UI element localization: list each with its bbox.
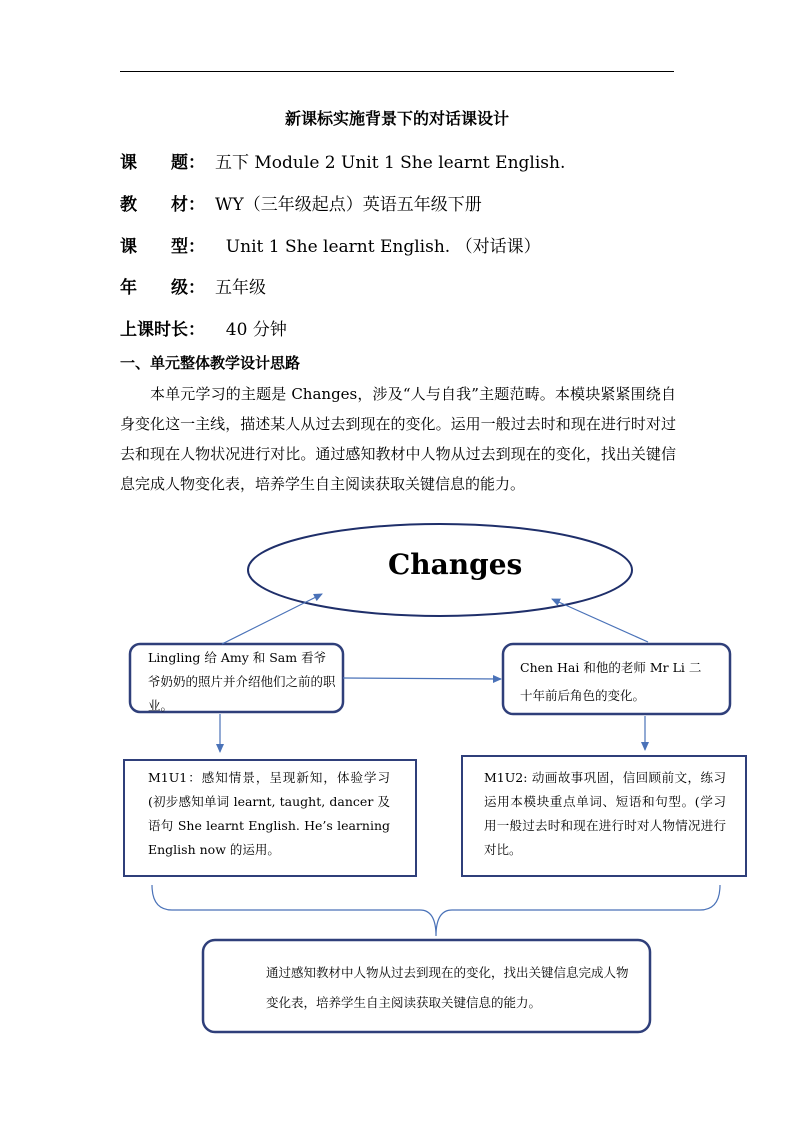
curly-brace [152, 885, 720, 936]
arrow-right-to-changes [552, 599, 648, 642]
field-lesson-type-value: Unit 1 She learnt English. （对话课） [215, 237, 541, 257]
arrow-left-to-changes [222, 594, 322, 644]
summary-box: 通过感知教材中人物从过去到现在的变化，找出关键信息完成人物变化表，培养学生自主阅读获取关键信息的能力。 [266, 965, 629, 1010]
field-grade-value: 五年级 [215, 278, 266, 298]
left-bottom-box: M1U1：感知情景，呈现新知，体验学习(初步感知单词 learnt, taught, dancer 及语句 She learnt English. He’s learning English now 的运用。 [148, 770, 390, 857]
field-textbook-value: WY（三年级起点）英语五年级下册 [215, 195, 482, 215]
field-lesson-type-label: 课 型： [120, 237, 205, 257]
field-topic-value: 五下 Module 2 Unit 1 She learnt English. [215, 153, 566, 173]
field-duration-value: 40 分钟 [215, 320, 287, 340]
section-heading: 一、单元整体教学设计思路 [120, 354, 301, 372]
field-topic-label: 课 题： [120, 153, 205, 173]
paragraph-text: 本单元学习的主题是 Changes，涉及“人与自我”主题范畴。本模块紧紧围绕自身变化这一主线，描述某人从过去到现在的变化。运用一般过去时和现在进行时对过去和现在人物状况进行对比。通过感知教材中人物从过去到现在的变化，找出关键信息完成人物变化表，培养学生自主阅读获取关键信息的能力。 [120, 385, 676, 493]
document-title: 新课标实施背景下的对话课设计 [284, 109, 509, 128]
right-top-box: Chen Hai 和他的老师 Mr Li 二十年前后角色的变化。 [520, 660, 702, 703]
field-textbook-label: 教 材： [120, 195, 205, 215]
field-grade-label: 年 级： [120, 278, 205, 298]
right-bottom-box: M1U2: 动画故事巩固，信回顾前文，练习运用本模块重点单词、短语和句型。(学习用一般过去时和现在进行时对人物情况进行对比。 [484, 770, 726, 857]
field-duration-label: 上课时长： [120, 320, 205, 340]
left-top-box: Lingling 给 Amy 和 Sam 看爷爷奶奶的照片并介绍他们之前的职业。 [148, 650, 336, 713]
changes-label: Changes [388, 548, 523, 581]
arrow-left-to-right [343, 678, 501, 679]
